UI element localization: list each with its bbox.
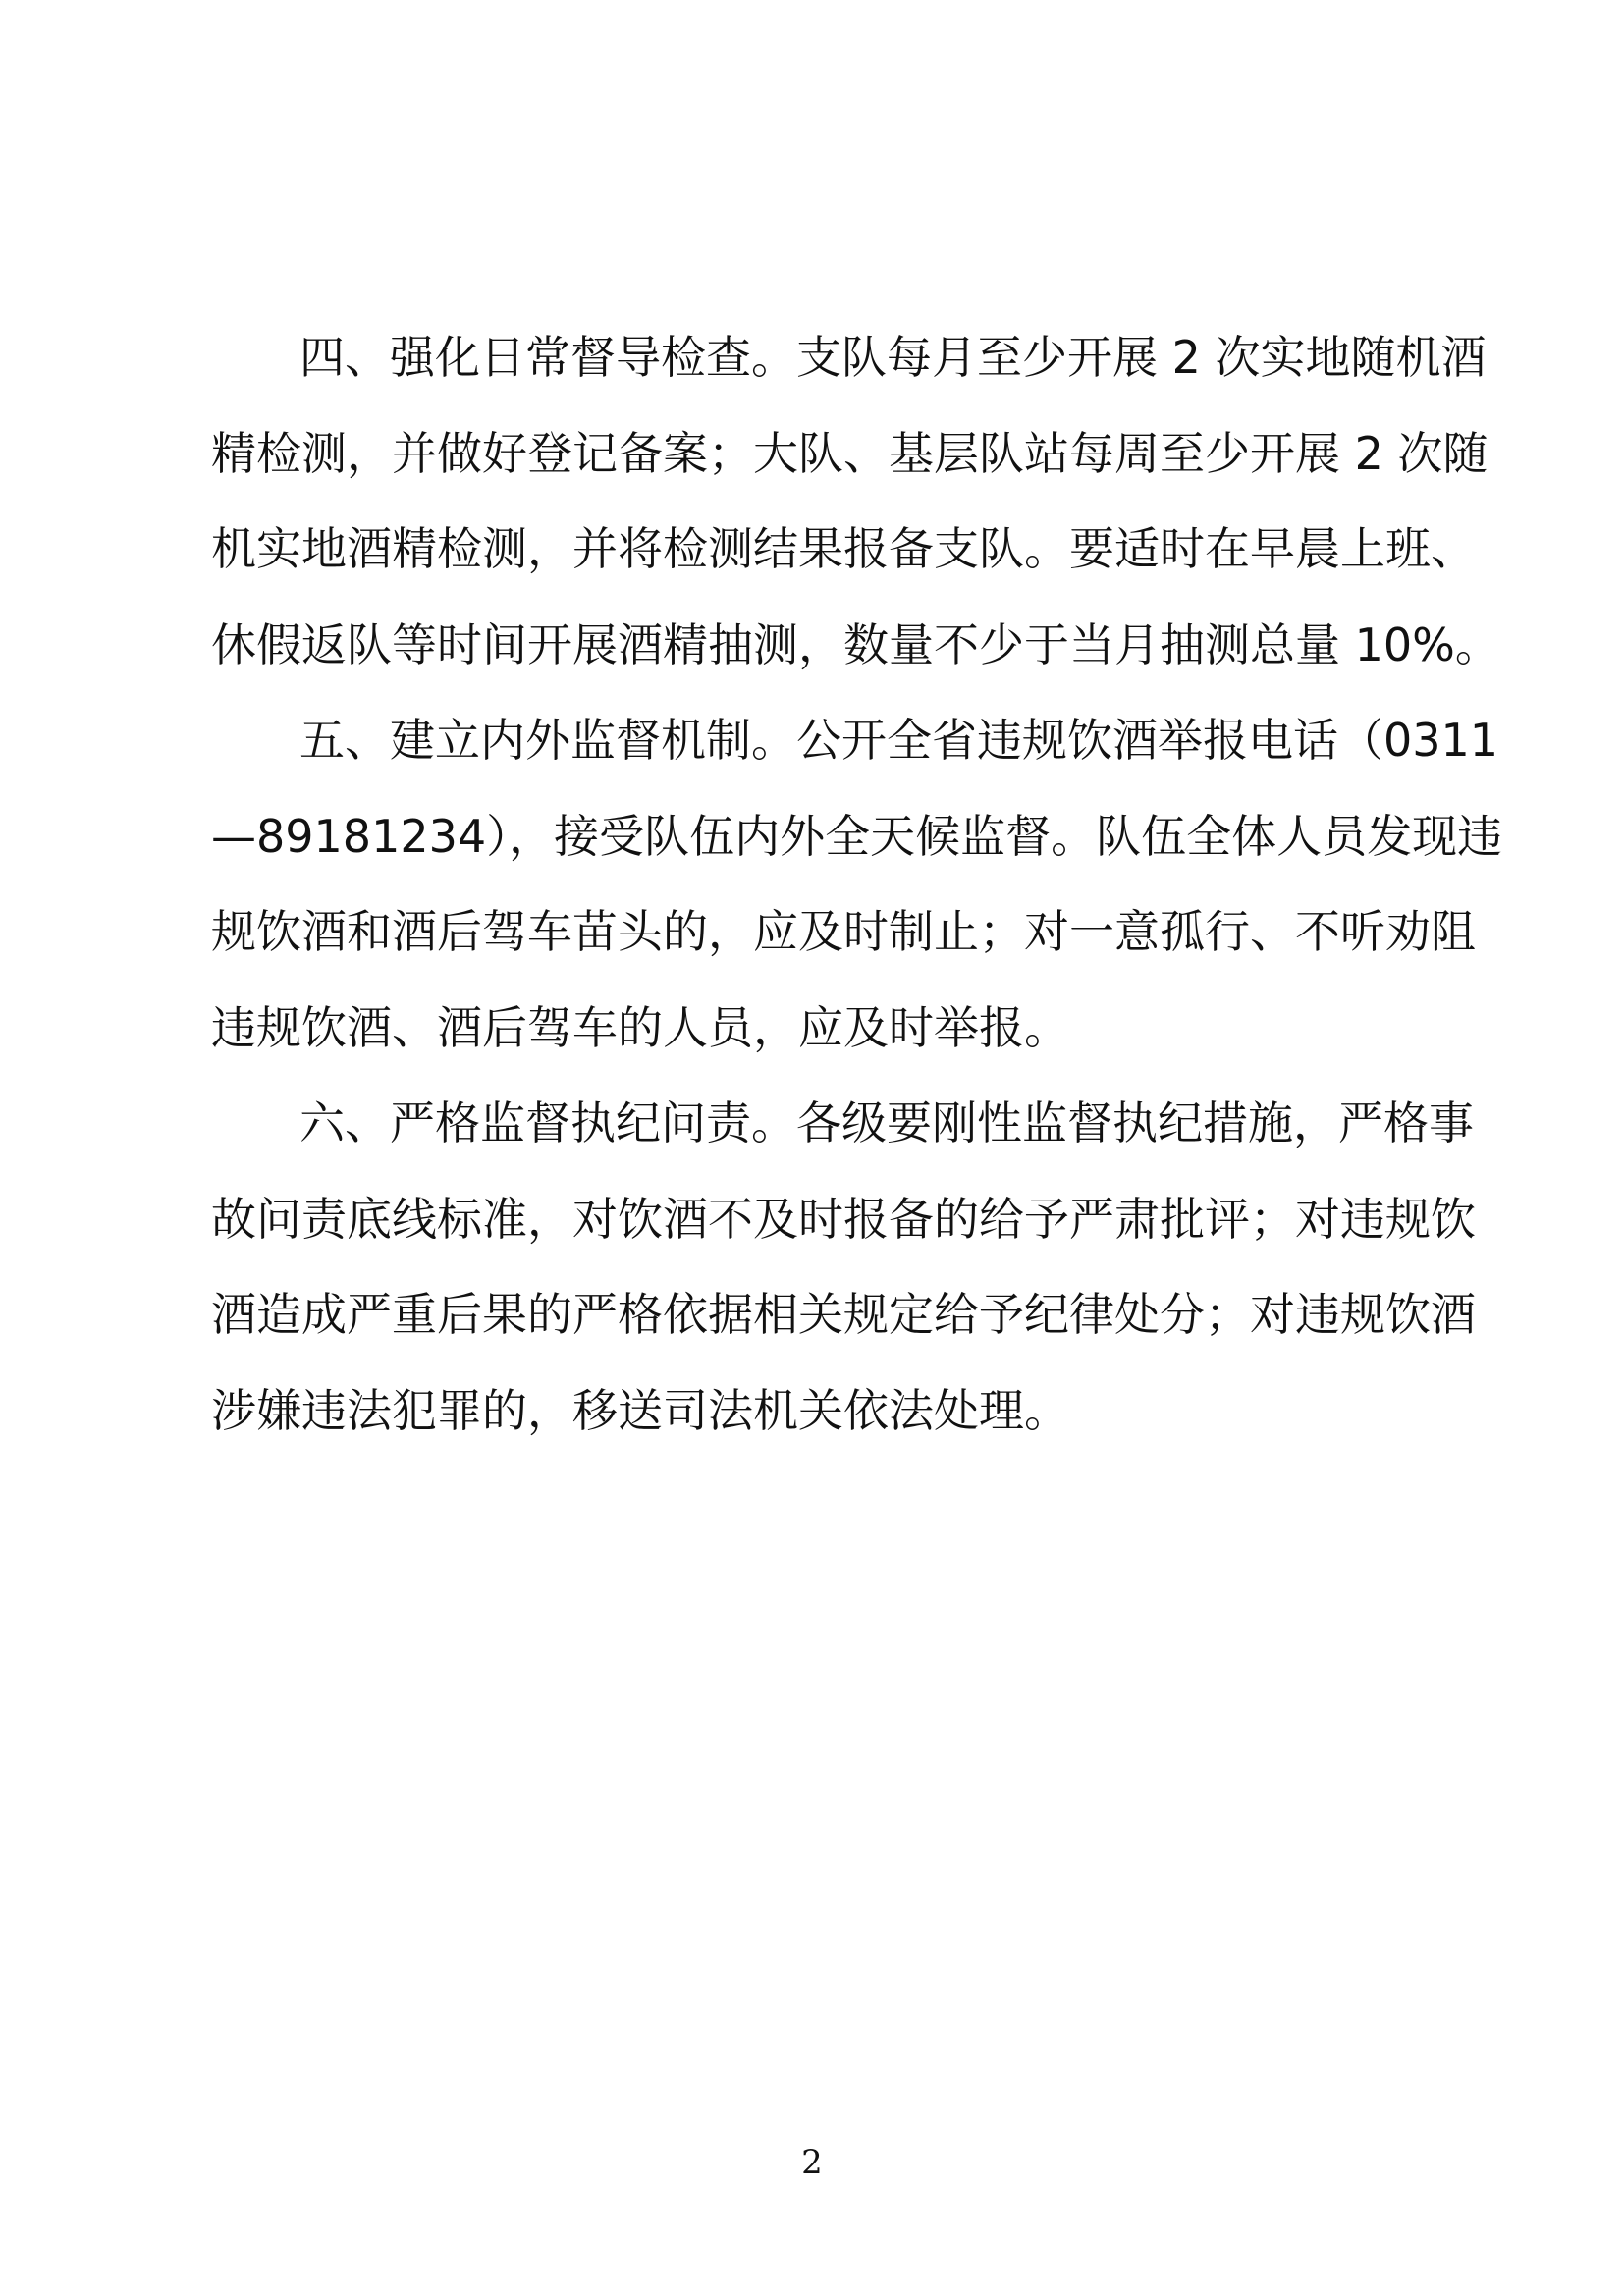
paragraph-line: 机实地酒精检测，并将检测结果报备支队。要适时在早晨上班、 [211, 522, 1476, 575]
paragraph-line: 规饮酒和酒后驾车苗头的，应及时制止；对一意孤行、不听劝阻 [211, 905, 1476, 958]
paragraph-line: 故问责底线标准，对饮酒不及时报备的给予严肃批评；对违规饮 [211, 1192, 1476, 1246]
paragraph-5-supervision-mechanism [211, 705, 1503, 1088]
paragraph-line: 四、强化日常督导检查。支队每月至少开展 2 次实地随机酒 [299, 331, 1487, 384]
page-number: 2 [801, 2143, 823, 2182]
paragraph-line: 精检测，并做好登记备案；大队、基层队站每周至少开展 2 次随 [211, 426, 1489, 480]
paragraph-line: 违规饮酒、酒后驾车的人员，应及时举报。 [211, 1000, 1069, 1054]
paragraph-line: 六、严格监督执纪问责。各级要刚性监督执纪措施，严格事 [299, 1096, 1474, 1149]
paragraph-line: 休假返队等时间开展酒精抽测，数量不少于当月抽测总量 10%。 [211, 617, 1500, 671]
body-text [211, 322, 1503, 1470]
paragraph-6-accountability [211, 1088, 1476, 1470]
paragraph-4-supervision-checks [211, 322, 1500, 705]
paragraph-line: 酒造成严重后果的严格依据相关规定给予纪律处分；对违规饮酒 [211, 1288, 1476, 1341]
paragraph-line: 五、建立内外监督机制。公开全省违规饮酒举报电话（0311 [299, 714, 1499, 767]
paragraph-line: —89181234），接受队伍内外全天候监督。队伍全体人员发现违 [211, 809, 1503, 863]
paragraph-line: 涉嫌违法犯罪的，移送司法机关依法处理。 [211, 1383, 1069, 1437]
